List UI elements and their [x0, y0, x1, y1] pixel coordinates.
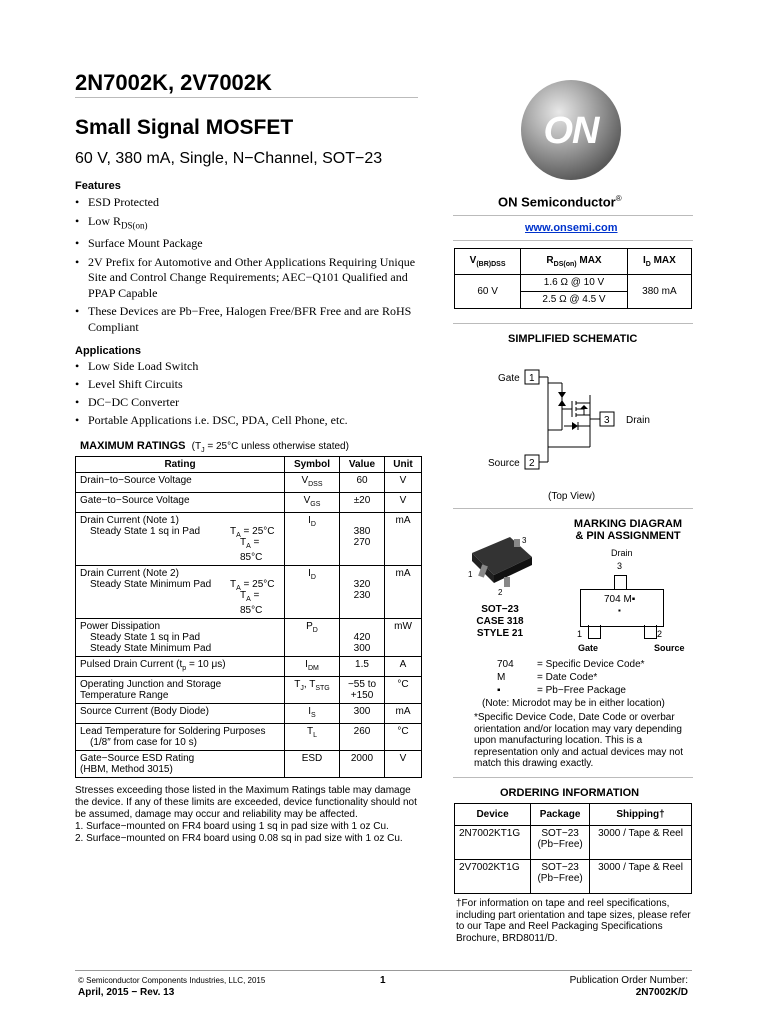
list-item: M = Date Code*: [497, 672, 598, 683]
list-item: • DC−DC Converter: [75, 395, 435, 410]
table-row: 2N7002KT1G SOT−23 (Pb−Free) 3000 / Tape & Reel: [455, 826, 692, 860]
pin3-label: 3: [604, 415, 610, 426]
ratings-notes: Stresses exceeding those listed in the Maximum Ratings table may damage the device. If any of these limits are exceeded, device functionality should not be assumed, damage may occur and reliability may be affected. 1. Surface−mounted on FR4 board using 1 sq in pad size with 1 oz Cu. 2. Surface−mounted on FR4 board using 0.08 sq in pad size with 1 oz Cu.: [75, 785, 417, 844]
table-row: Drain Current (Note 2) Steady State Minimum Pad $T_A = 25^\circ C$ $T_A = 85^\circ C$ $I_D$ 320 230 mA: [76, 566, 422, 619]
right-rule-3: [453, 323, 693, 324]
schematic-caption: (Top View): [548, 491, 596, 502]
pin3-lead: [614, 575, 627, 590]
pin2-label: 2: [529, 458, 535, 469]
features-list: [75, 195, 435, 338]
device-code-marking: 704 M▪: [604, 594, 636, 605]
marking-pin3: 3: [617, 561, 623, 571]
applications-heading: Applications: [75, 345, 142, 357]
list-item: • Surface Mount Package: [75, 236, 435, 252]
table-row: Lead Temperature for Soldering Purposes (1/8″ from case for 10 s) $T_L$ 260 °C: [76, 724, 422, 751]
list-item: 704 = Specific Device Code*: [497, 659, 645, 670]
table-header-row: Rating Symbol Value Unit: [76, 457, 422, 473]
table-row: Operating Junction and Storage Temperature Range $T_J$, $T_{STG}$ −55 to +150 °C: [76, 677, 422, 704]
list-item: • Level Shift Circuits: [75, 377, 435, 392]
page-number: 1: [380, 975, 386, 986]
max-ratings-table: [75, 456, 422, 778]
summary-table: [454, 248, 692, 309]
marking-pin2: 2: [657, 629, 663, 639]
pin1-lead: [588, 625, 601, 639]
company-name: ON Semiconductor®: [498, 194, 622, 210]
pin1-label: 1: [529, 373, 535, 384]
revision-date: April, 2015 − Rev. 13: [78, 987, 175, 998]
gate-label: Gate: [498, 373, 520, 384]
marking-heading: MARKING DIAGRAM & PIN ASSIGNMENT: [573, 518, 683, 542]
case-info: SOT−23 CASE 318 STYLE 21: [476, 604, 524, 639]
table-row: Drain−to−Source Voltage $V_{DSS}$ 60 V: [76, 473, 422, 493]
features-heading: Features: [75, 180, 121, 192]
table-row: Gate−Source ESD Rating (HBM, Method 3015) ESD 2000 V: [76, 751, 422, 778]
list-item: • Low Side Load Switch: [75, 359, 435, 374]
list-item: • ESD Protected: [75, 195, 435, 211]
marking-source-label: Source: [654, 643, 685, 653]
pkg-pin1: 1: [468, 570, 473, 579]
part-numbers: 2N7002K, 2V7002K: [75, 70, 272, 95]
table-row: Source Current (Body Diode) $I_S$ 300 mA: [76, 704, 422, 724]
table-row: 2V7002KT1G SOT−23 (Pb−Free) 3000 / Tape & Reel: [455, 860, 692, 894]
website-link[interactable]: www.onsemi.com: [525, 222, 618, 234]
page-subtitle: 60 V, 380 mA, Single, N−Channel, SOT−23: [75, 150, 383, 167]
right-rule-5: [453, 777, 693, 778]
ordering-heading: ORDERING INFORMATION: [500, 787, 640, 799]
marking-gate-label: Gate: [578, 643, 599, 653]
marking-disclaimer: *Specific Device Code, Date Code or overbar orientation and/or location may vary depending upon manufacturing location. This is a representation only and actual devices may not match this drawing exactly.: [474, 712, 684, 769]
table-row: Drain Current (Note 1) Steady State 1 sq in Pad $T_A = 25^\circ C$ $T_A = 85^\circ C$ $I_D$ 380 270 mA: [76, 513, 422, 566]
right-rule-2: [453, 240, 693, 241]
list-item: • Portable Applications i.e. DSC, PDA, Cell Phone, etc.: [75, 413, 435, 428]
applications-list: [75, 359, 435, 431]
pkg-pin2: 2: [498, 588, 503, 597]
on-logo: ON: [521, 80, 621, 180]
drain-label: Drain: [626, 415, 650, 426]
table-row: Power Dissipation Steady State 1 sq in Pad Steady State Minimum Pad $P_D$ 420 300 mW: [76, 619, 422, 657]
right-rule-4: [453, 508, 693, 509]
ordering-table: [454, 803, 692, 894]
table-row: Gate−to−Source Voltage $V_{GS}$ ±20 V: [76, 493, 422, 513]
page-title: Small Signal MOSFET: [75, 116, 294, 139]
table-row: 2.5 Ω @ 4.5 V: [455, 292, 692, 309]
ordering-footnote: †For information on tape and reel specifications, including part orientation and tape sizes, please refer to our Tape and Reel Packaging Specifications Brochure, BRD8011/D.: [456, 898, 691, 944]
header-rule: [75, 97, 418, 98]
schematic-diagram: [480, 355, 680, 490]
max-ratings-title: MAXIMUM RATINGS ($T_J = 25^\circ C$ unless otherwise stated): [80, 440, 349, 454]
table-header-row: Device Package Shipping†: [455, 804, 692, 826]
marking-legend: [497, 658, 645, 697]
schematic-heading: SIMPLIFIED SCHEMATIC: [508, 333, 638, 345]
list-item: • 2V Prefix for Automotive and Other Applications Requiring Unique Site and Control Change Requirements; AEC−Q101 Qualified and PPAP Capable: [75, 255, 435, 302]
list-item: • These Devices are Pb−Free, Halogen Free/BFR Free and are RoHS Compliant: [75, 304, 435, 335]
footer-rule: [75, 970, 692, 971]
sot23-package-icon: [458, 525, 558, 597]
publication-number: 2N7002K/D: [635, 987, 688, 998]
list-item: ▪ = Pb−Free Package: [497, 685, 626, 696]
pin2-lead: [644, 625, 657, 639]
table-row: 60 V 1.6 Ω @ 10 V 380 mA: [455, 275, 692, 292]
publication-label: Publication Order Number:: [569, 975, 688, 986]
microdot-note: (Note: Microdot may be in either location): [482, 698, 665, 709]
copyright: © Semiconductor Components Industries, LLC, 2015: [78, 976, 266, 985]
table-header-row: $V_{(BR)DSS}$ $R_{DS(on)}$ MAX $I_D$ MAX: [455, 249, 692, 275]
right-rule-1: [453, 215, 693, 216]
pkg-pin3: 3: [522, 536, 527, 545]
table-row: Pulsed Drain Current ($t_p = 10$ μs) $I_{DM}$ 1.5 A: [76, 657, 422, 677]
list-item: • Low $R_{DS(on)}$: [75, 214, 435, 234]
microdot: ▪: [618, 606, 621, 615]
marking-drain-label: Drain: [611, 548, 633, 558]
marking-pin1: 1: [577, 629, 583, 639]
source-label: Source: [488, 458, 520, 469]
